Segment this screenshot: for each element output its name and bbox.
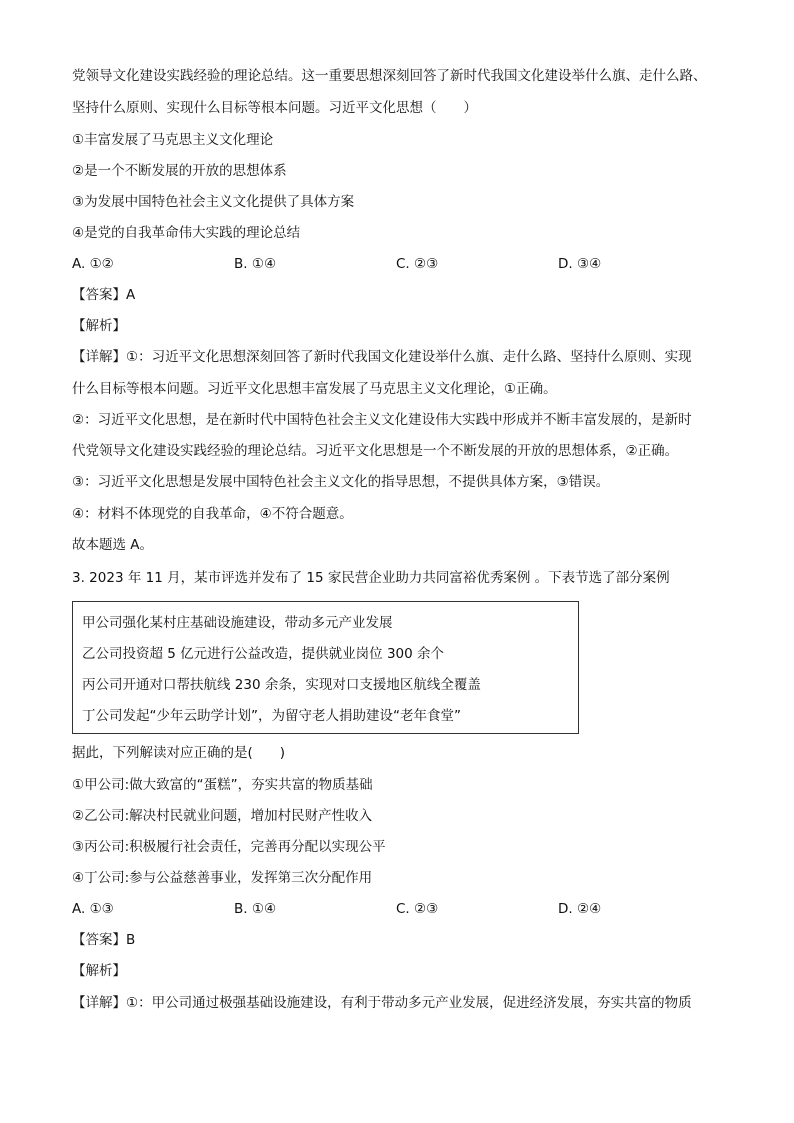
q2-detail-line-4: 代党领导文化建设实践经验的理论总结。习近平文化思想是一个不断发展的开放的思想体系，②正确。 (72, 443, 679, 459)
q2-conclusion: 故本题选 A。 (72, 537, 154, 553)
q3-statement-2: ②乙公司:解决村民就业问题，增加村民财产性收入 (72, 808, 373, 824)
q3-statement-4: ④丁公司:参与公益慈善事业，发挥第三次分配作用 (72, 870, 373, 886)
q2-answer (72, 285, 135, 305)
q2-statement-2: ②是一个不断发展的开放的思想体系 (72, 163, 287, 179)
detail-tag: 【详解】 (72, 995, 126, 1011)
q3-case-table (72, 601, 579, 734)
q2-statement-3: ③为发展中国特色社会主义文化提供了具体方案 (72, 194, 355, 210)
q2-statement-4: ④是党的自我革命伟大实践的理论总结 (72, 225, 301, 241)
q2-detail-text-1: ①：习近平文化思想深刻回答了新时代我国文化建设举什么旗、走什么路、坚持什么原则、实现 (126, 349, 692, 365)
q3-statement-3: ③丙公司:积极履行社会责任，完善再分配以实现公平 (72, 839, 386, 855)
q2-detail-line-2: 什么目标等根本问题。习近平文化思想丰富发展了马克思主义文化理论，①正确。 (72, 381, 557, 397)
q2-option-a: A. ①② (72, 256, 114, 272)
q2-detail-line-6: ④：材料不体现党的自我革命，④不符合题意。 (72, 506, 353, 522)
q3-options (72, 899, 732, 919)
q3-answer (72, 930, 135, 950)
answer-value: A (126, 287, 136, 303)
answer-tag: 【答案】 (72, 287, 126, 303)
q2-option-d: D. ③④ (558, 256, 602, 272)
q2-detail-line-3: ②：习近平文化思想，是在新时代中国特色社会主义文化建设伟大实践中形成并不断丰富发展的，是新时 (72, 412, 692, 428)
q3-option-d: D. ②④ (558, 901, 602, 917)
q2-option-c: C. ②③ (396, 256, 439, 272)
q2-option-b: B. ①④ (234, 256, 277, 272)
q3-case-row-4: 丁公司发起“少年云助学计划”，为留守老人捐助建设“老年食堂” (82, 708, 461, 724)
answer-value: B (126, 932, 136, 948)
q2-detail-line-1 (72, 347, 692, 367)
q3-option-c: C. ②③ (396, 901, 439, 917)
q2-stem-line-1: 党领导文化建设实践经验的理论总结。这一重要思想深刻回答了新时代我国文化建设举什么旗、走什么路、 (72, 68, 707, 84)
q2-options (72, 254, 732, 274)
q3-stem: 3. 2023 年 11 月，某市评选并发布了 15 家民营企业助力共同富裕优秀案例 。下表节选了部分案例 (72, 570, 670, 586)
q3-case-row-3: 丙公司开通对口帮扶航线 230 余条，实现对口支援地区航线全覆盖 (82, 677, 481, 693)
q3-case-row-2: 乙公司投资超 5 亿元进行公益改造，提供就业岗位 300 余个 (82, 646, 445, 662)
q2-statement-1: ①丰富发展了马克思主义文化理论 (72, 132, 274, 148)
q3-option-a: A. ①③ (72, 901, 114, 917)
q2-detail-line-5: ③：习近平文化思想是发展中国特色社会主义文化的指导思想，不提供具体方案，③错误。 (72, 474, 610, 490)
q3-case-row-1: 甲公司强化某村庄基础设施建设，带动多元产业发展 (82, 615, 393, 631)
q3-question: 据此，下列解读对应正确的是( ) (72, 745, 286, 761)
q3-statement-1: ①甲公司:做大致富的“蛋糕”，夯实共富的物质基础 (72, 777, 373, 793)
answer-tag: 【答案】 (72, 932, 126, 948)
q3-detail-line-1 (72, 993, 692, 1013)
q2-analysis-tag: 【解析】 (72, 318, 126, 334)
q2-stem-line-2: 坚持什么原则、实现什么目标等根本问题。习近平文化思想（ ） (72, 100, 477, 116)
q3-analysis-tag: 【解析】 (72, 963, 126, 979)
q3-detail-text-1: ①：甲公司通过极强基础设施建设，有利于带动多元产业发展，促进经济发展，夯实共富的物质 (126, 995, 692, 1011)
q3-option-b: B. ①④ (234, 901, 277, 917)
detail-tag: 【详解】 (72, 349, 126, 365)
